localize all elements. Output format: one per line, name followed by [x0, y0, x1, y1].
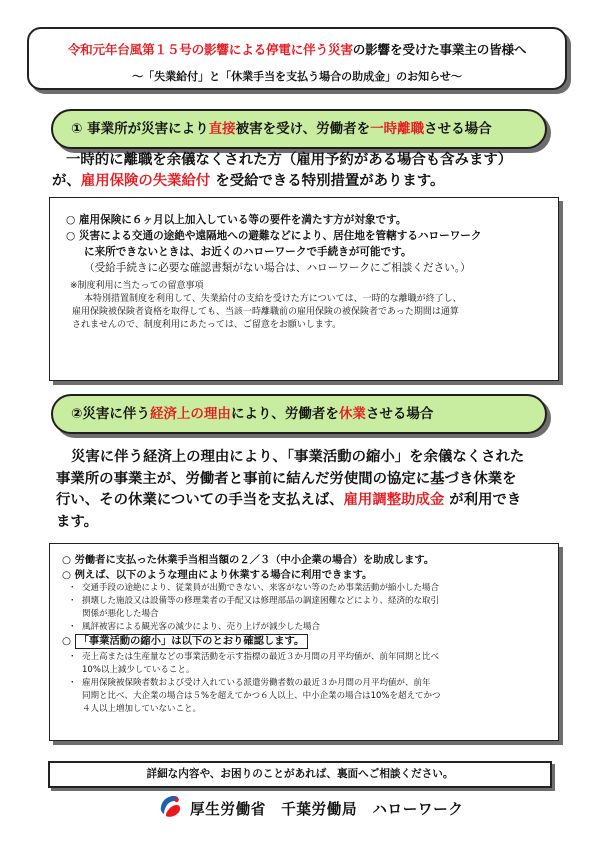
bullet: ・: [68, 622, 77, 632]
title-subtitle: ～「失業給付」と「休業手当を支払う場合の助成金」のお知らせ～: [132, 70, 462, 83]
sec2-lead-line3-red: 雇用調整助成金: [343, 492, 445, 508]
bullet: ・: [68, 583, 77, 593]
sec2-criterion1-l1: 売上高または生産量などの事業活動を示す指標の最近３か月間の月平均値が、前年同期と比べ: [82, 652, 440, 662]
sec1-lead-line2: [52, 171, 512, 192]
bullet: ・: [68, 652, 77, 662]
sec2-example2-l2: 関係が悪化した場合: [82, 609, 159, 619]
sec2-example2-l1: 損壊した施設又は設備等の修理業者の手配又は修理部品の調達困難などにより、経済的な取引: [82, 596, 440, 606]
title-main: [29, 39, 565, 58]
title-prefix: 令和元年台風第１５号の影響による停電に伴う災害: [67, 42, 353, 57]
sec1-item2-l1: ○ 災害による交通の途絶や遠隔地への避難などにより、居住地を管轄するハローワーク: [66, 230, 482, 242]
sec2-item3-head: 「事業活動の縮小」は以下のとおり確認します。: [75, 634, 309, 649]
section2-lead: [56, 447, 524, 533]
sec2-item1: ○ 労働者に支払った休業手当相当額の２／３（中小企業の場合）を助成します。: [62, 554, 435, 566]
sec2-item3: [62, 634, 548, 649]
organization-name: 厚生労働省 千葉労働局 ハローワーク: [190, 800, 464, 818]
sec2-example2: [68, 595, 548, 608]
sec2-head-suffix: させる場合: [365, 406, 434, 422]
sec2-criterion2-l1: 雇用保険被保険者数および受け入れている派遣労働者数の最近３か月間の月平均値が、前年: [82, 678, 431, 688]
sec2-item2: ○ 例えば、以下のような理由により休業する場合に利用できます。: [62, 568, 373, 581]
sec2-criterion2-l2: 同期と比べ、大企業の場合は５%を超えてかつ６人以上、中小企業の場合は10%を超えてかつ: [82, 691, 441, 701]
sec2-lead-line3-prefix: 行い、その休業についての手当を支払えば、: [56, 492, 344, 508]
sec1-note-l3: されませんので、制度利用にあたっては、ご留意をお願いします。: [72, 320, 342, 330]
sec2-head-red1: 経済上の理由: [149, 406, 231, 422]
footer-notice: 詳細な内容や、お困りのことがあれば、裏面へご相談ください。: [48, 761, 552, 788]
sec2-lead-line3: [56, 490, 524, 512]
sec1-item2-l2: に来所できないときは、お近くのハローワークで手続きが可能です。: [84, 246, 412, 258]
sec2-criterion1-l2: 10%以上減少していること。: [82, 665, 195, 675]
circle-marker: ○: [62, 635, 71, 647]
sec2-lead-line3-suffix: が利用でき: [444, 492, 522, 508]
sec1-note-l2: 雇用保険被保険者資格を取得しても、当該一時離職前の雇用保険の被保険者であった期間は通算: [72, 307, 459, 317]
section1-lead: [52, 150, 513, 192]
title-box: [27, 27, 567, 90]
sec2-example1-text: 交通手段の途絶により、従業員が出勤できない、来客がない等のため事業活動が縮小した場合: [82, 583, 440, 593]
title-suffix: の影響を受けた事業主の皆様へ: [352, 42, 527, 57]
sec1-lead-line2-suffix: を受給できる特別措置があります。: [210, 173, 445, 189]
sec2-lead-line2: 事業所の事業主が、労働者と事前に結んだ労使間の協定に基づき休業を: [56, 470, 517, 487]
sec1-lead-line1: 一時的に離職を余儀なくされた方（雇用予約がある場合も含みます）: [66, 152, 513, 168]
sec1-lead-line2-red: 雇用保険の失業給付: [80, 173, 211, 189]
sec1-note-head: ※制度利用に当たっての留意事項: [70, 281, 204, 291]
sec2-head-red2: 休業: [338, 406, 366, 422]
sec1-lead-line2-prefix: が、: [52, 173, 81, 189]
organization-line: [158, 793, 464, 823]
sec2-lead-line1: 災害に伴う経済上の理由により、「事業活動の縮小」を余儀なくされた: [71, 449, 525, 465]
sec2-criterion2: [68, 677, 548, 690]
sec1-item2-l3: （受給手続きに必要な確認書類がない場合は、ハローワークにご相談ください。）: [84, 262, 471, 274]
sec1-head-mid: 被害を受け、労働者を: [235, 121, 371, 137]
bullet: ・: [68, 678, 77, 688]
section1-heading: [51, 109, 547, 149]
sec2-example1: [68, 582, 548, 595]
sec1-item1: ○ 雇用保険に６ヶ月以上加入している等の要件を満たす方が対象です。: [66, 214, 407, 226]
sec2-head-prefix: ②災害に伴う: [71, 406, 150, 422]
sec2-criterion2-l3: ４人以上増加していないこと。: [82, 704, 202, 714]
section2-info-box: [49, 543, 559, 741]
sec1-head-red1: 直接: [208, 121, 236, 137]
sec1-head-red2: 一時離職: [370, 121, 425, 137]
sec2-lead-line4: ます。: [56, 513, 99, 530]
sec2-example3: [68, 621, 548, 634]
bullet: ・: [68, 596, 77, 606]
sec2-example3-text: 風評被害による観光客の減少により、売り上げが減少した場合: [82, 622, 321, 632]
sec1-note-l1: 本特別措置制度を利用して、失業給付の支給を受けた方については、一時的な離職が終了し、: [84, 294, 462, 304]
sec2-head-mid: により、労働者を: [230, 406, 339, 422]
mhlw-logo-icon: [158, 792, 182, 824]
sec1-head-prefix: ① 事業所が災害により: [71, 121, 209, 137]
sec1-head-suffix: させる場合: [424, 121, 492, 137]
section1-info-box: [49, 197, 559, 381]
sec2-criterion1: [68, 651, 548, 664]
section2-heading: [51, 394, 547, 434]
